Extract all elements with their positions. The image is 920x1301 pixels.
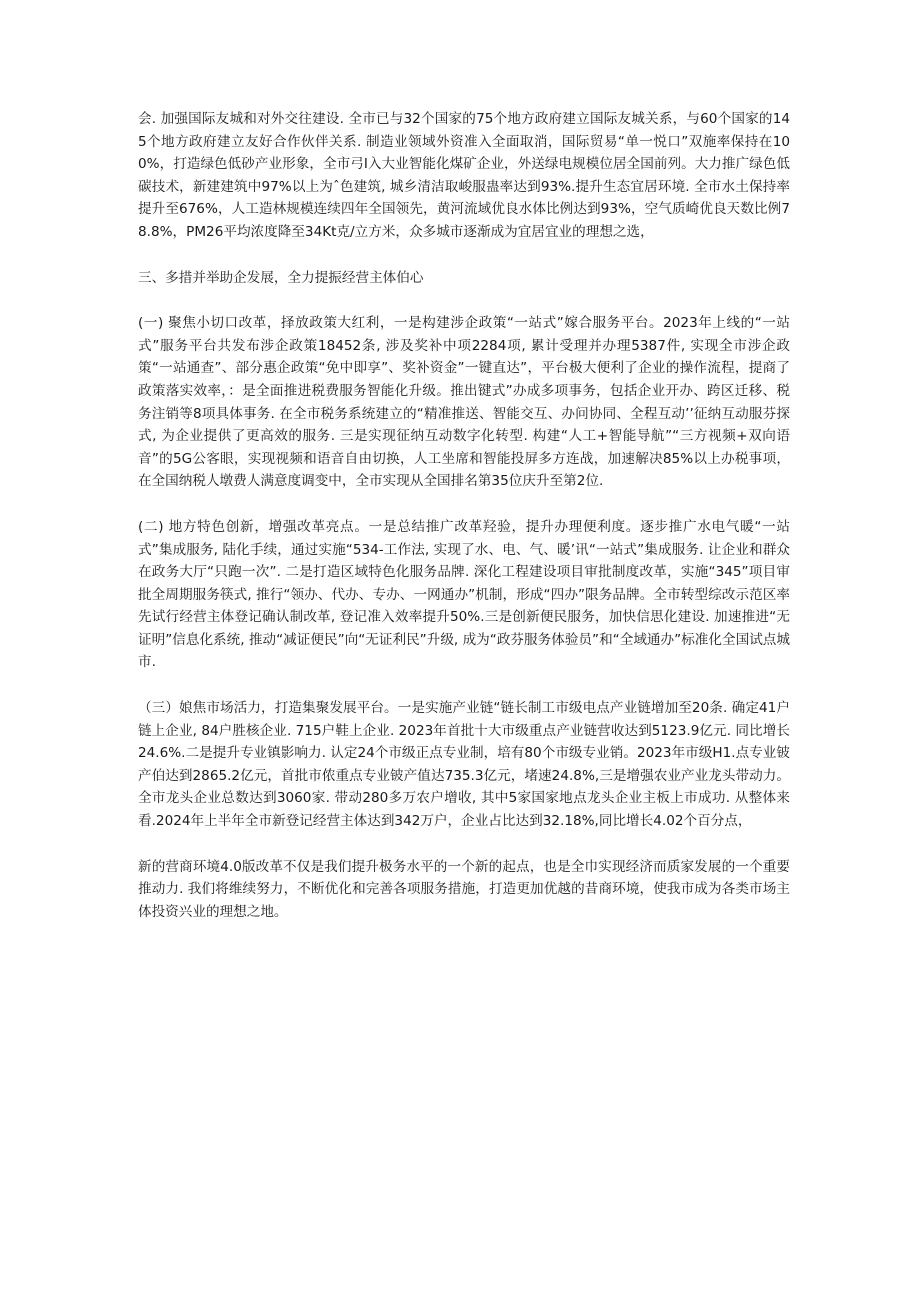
paragraph-section-three: （三）娘焦市场活力，打造集聚发展平台。一是实施产业链“链长制工市级电点产业链增加至20条. 确定41户链上企业, 84户胜核企业. 715户鞋上企业. 2023年首批十大市级重点产业链营收达到5123.9亿元. 同比增长24.6%.二是提升专业镇影响力. 认定24个市级正点专业制，培有80个市级专业销。2023年市级H1.点专业铍产伯达到2865.2亿元，首批市侬重点专业铍产值达735.3亿元，堵速24.8%,三是增强农业产业龙头带动力。全市龙头企业总数达到3060家. 带动280多万农户增收, 其中5家国家地点龙头企业主板上市成功. 从整体来看.2024年上半年全市新登记经营主体达到342万户，企业占比达到32.18%,同比增长4.02个百分点， (138, 700, 790, 830)
paragraph-section-two: (二) 地方特色创新，增强改革亮点。一是总结推广改革羟验，提升办理便利度。逐步推广水电气暖“一站式”集成服务, 陆化手续，通过实施“534-工作法, 实现了水、电、气、暖’讯“一站式”集成服务. 让企业和群众在政务大厅“只跑一次”. 二是打造区域特色化服务品牌. 深化工程建设项目审批制度改革，实施“345”项目审批全周期服务筷式, 推行“领办、代办、专办、一网通办”机制，形成“四办”限务品牌。全市转型综改示范区率先试行经营主体登记确认制改革, 登记准入效率提升50%.三是创新便民服务，加快信思化建设. 加速推进“无证明”信息化系统, 推动“减证便民”向“无证利民”升级, 成为“政芬服务体验员”和“全域通办”标准化全国试点城市. (138, 518, 790, 671)
paragraph-conclusion: 新的营商环境4.0版改革不仅是我们提升极务水平的一个新的起点，也是全巾实现经济而质家发展的一个重要推动力. 我们将维续努力，不断优化和完善各项服务措施，打造更加优越的昔商环境，使我市成为各类市场主体投资兴业的理想之地。 (138, 858, 790, 920)
document-body (138, 108, 790, 946)
paragraph-opening: 会. 加强国际友城和对外交往建设. 全市已与32个国家的75个地方政府建立国际友城关系，与60个国家的145个地方政府建立友好合作伙伴关系. 制造业领域外资准入全面取消，国际贸易“单一悦口”双施率保持在100%，打造绿色低砂产业形象，全市弓I入大业智能化煤矿企业，外送绿电规模位居全国前列。大力推广绿色低碳技术，新建建筑中97%以上为ˆ色建筑, 城乡清洁取峻服蛊率达到93%.提升生态宜居环境. 全市水土保持率提升至676%，人工造林规模连续四年全国领先，黄河流域优良水体比例达到93%，空气质崎优良天数比例78.8%，PM26平均浓度降至34Kt克/立方米，众多城市逐渐成为宜居宜业的理想之选， (138, 111, 790, 240)
paragraph-section-one: (一) 聚焦小切口改革，择放政策大红利，一是构建涉企政策“一站式”嫁合服务平台。2023年上线的“一站式”服务平台共发布涉企政策18452条, 涉及奖补中项2284项, 累计受理并办理5387件, 实现全市涉企政策“一站通查”、部分惠企政策“免中即享”、奖补资金”一键直达”，平台极大便利了企业的操作流程，提商了政策落实效率，：是全面推进税费服务智能化升级。推出键式”办成多项事务，包括企业开办、跨区迁移、税务注销等8项具体事务. 在全市税务系统建立的“精准推送、智能交互、办问协同、全程互动’’征纳互动服芬探式, 为企业提供了更高效的服务. 三是实现征纳互动数字化转型. 构建“人工+智能导航”“三方视频+双向语音”的5G公客眼，实现视频和语音自由切换，人工坐席和智能投屏多方连战，加速解决85%以上办税事项，在全国纳税人墩费人满意度调变中，全市实现从全国排名第35位庆升至第2位. (138, 315, 790, 490)
section-heading-three: 三、多措并举助企发展，全力提振经营主体伯心 (138, 269, 424, 286)
